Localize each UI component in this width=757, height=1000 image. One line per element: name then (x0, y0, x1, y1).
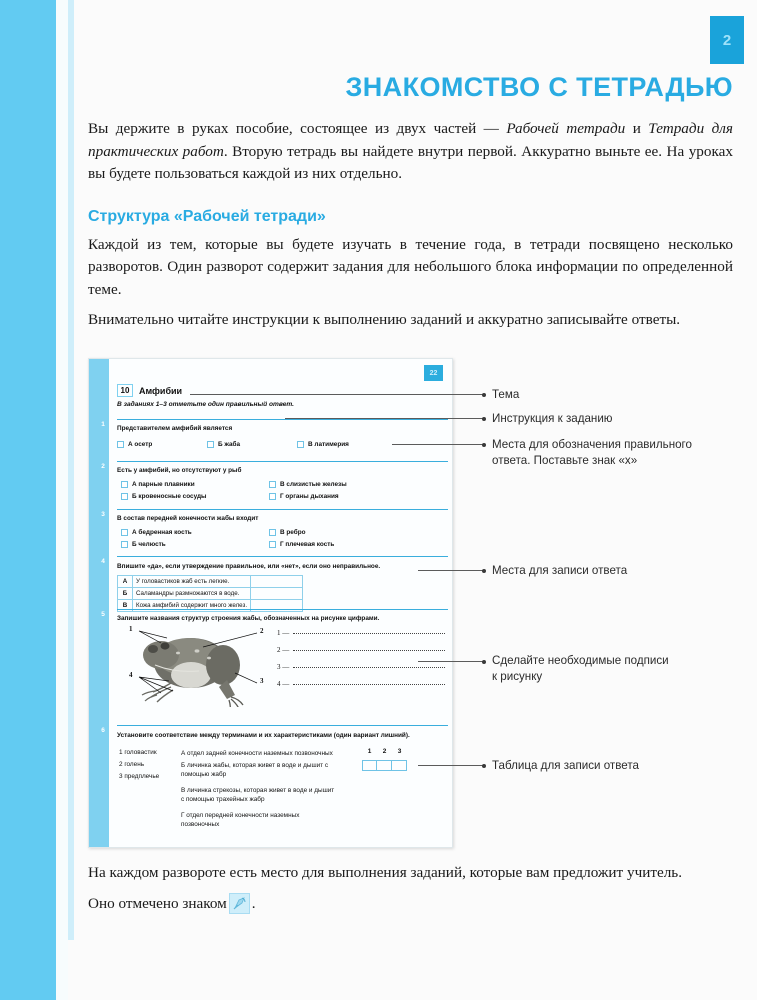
table-row[interactable] (118, 576, 303, 588)
row-statement: У головастиков жаб есть легкие. (133, 576, 251, 588)
preview-task-marker-3: 3 (101, 511, 105, 518)
leader-line-write-answer (418, 570, 485, 571)
pencil-mark-icon (229, 893, 250, 914)
leader-line-mark-answer (392, 444, 485, 445)
preview-option-1c[interactable] (297, 441, 349, 448)
callout-mark-answer (492, 437, 692, 468)
outro-text-a: Оно отмечено знаком (88, 894, 227, 912)
callout-mark-answer-line2: ответа. Поставьте знак «х» (492, 453, 638, 467)
frog-label-2: 2 (260, 627, 264, 635)
preview-option-2b[interactable] (121, 493, 207, 500)
outro-text-b: . (251, 894, 256, 912)
preview-task-marker-4: 4 (101, 558, 105, 565)
callout-figure-labels (492, 653, 669, 684)
checkbox-icon[interactable] (121, 529, 128, 536)
preview-question-1: Представителем амфибий является (117, 425, 233, 432)
page-number-badge: 2 (710, 16, 744, 64)
checkbox-icon[interactable] (121, 481, 128, 488)
preview-option-3a[interactable] (121, 529, 192, 536)
section-subtitle: Структура «Рабочей тетради» (88, 207, 326, 225)
frog-label-4: 4 (129, 671, 133, 679)
preview-question-3: В состав передней конечности жабы входит (117, 515, 259, 522)
answer-dotted-rule[interactable] (293, 650, 445, 651)
preview-option-label: Б жаба (218, 441, 241, 448)
preview-option-1b[interactable] (207, 441, 240, 448)
intro-emphasis-2: Тетради для практических работ (88, 120, 733, 160)
row-answer-cell[interactable] (251, 588, 303, 600)
answer-line-label: 1 — (277, 629, 290, 637)
preview-task-marker-2: 2 (101, 463, 105, 470)
preview-option-label: Б челюсть (132, 541, 166, 548)
preview-topic-number: 10 (117, 384, 133, 397)
intro-emphasis-1: Рабочей тетради (506, 120, 626, 137)
checkbox-icon[interactable] (121, 541, 128, 548)
outro-paragraph-1: На каждом развороте есть место для выполнения заданий, которые вам предложит учитель. (88, 864, 683, 881)
page-title: ЗНАКОМСТВО С ТЕТРАДЬЮ (345, 72, 733, 102)
preview-question-5: Запишите названия структур строения жабы, обозначенных на рисунке цифрами. (117, 615, 380, 622)
preview-rule-5 (117, 609, 448, 610)
intro-text-a: Вы держите в руках пособие, состоящее из двух частей — (88, 120, 507, 137)
preview-option-label: В латимерия (308, 441, 349, 448)
figure-answer-lines (277, 629, 445, 697)
intro-text-c: . Вторую тетрадь вы найдете внутри первой. Аккуратно выньте ее. На уроках вы будете пользоваться каждой из них отдельно. (88, 142, 733, 182)
section-paragraph-1: Каждой из тем, которые вы будете изучать в течение года, в тетради посвящено несколько разворотов. Один разворот содержит задания для небольшого блока информации по определенной теме. (88, 235, 733, 298)
answer-line[interactable] (277, 680, 445, 688)
preview-rule-2 (117, 461, 448, 462)
checkbox-icon[interactable] (207, 441, 214, 448)
preview-task-marker-1: 1 (101, 421, 105, 428)
callout-theme: Тема (492, 388, 520, 401)
leader-line-instruction (285, 418, 485, 419)
callout-figure-labels-line2: к рисунку (492, 669, 543, 683)
preview-body (109, 359, 453, 848)
answer-line[interactable] (277, 646, 445, 654)
preview-term-2: 2 голень (119, 761, 145, 768)
preview-characteristic-a: А отдел задней конечности наземных позвоночных (181, 750, 333, 757)
preview-option-label: В ребро (280, 529, 306, 536)
preview-option-label: А бедренная кость (132, 529, 192, 536)
preview-characteristic-b: Б личинка жабы, которая живет в воде и дышит с помощью жабр (181, 762, 329, 779)
checkbox-icon[interactable] (269, 541, 276, 548)
preview-option-2c[interactable] (269, 481, 347, 488)
preview-option-1a[interactable] (117, 441, 152, 448)
answer-grid-cell-2[interactable] (377, 760, 392, 771)
preview-question-4: Впишите «да», если утверждение правильное, или «нет», если оно неправильное. (117, 563, 381, 570)
row-statement: Саламандры размножаются в воде. (133, 588, 251, 600)
intro-paragraph (88, 118, 745, 186)
preview-option-2d[interactable] (269, 493, 339, 500)
checkbox-icon[interactable] (269, 481, 276, 488)
preview-answer-grid-header (362, 748, 407, 755)
answer-dotted-rule[interactable] (293, 633, 445, 634)
answer-line-label: 4 — (277, 680, 290, 688)
grid-header-3: 3 (397, 748, 402, 755)
preview-rule-3 (117, 509, 448, 510)
answer-line[interactable] (277, 663, 445, 671)
workbook-preview-page (88, 358, 453, 848)
row-key: В (118, 600, 133, 612)
preview-term-1: 1 головастик (119, 749, 157, 756)
callout-mark-answer-line1: Места для обозначения правильного (492, 438, 692, 451)
preview-task-marker-6: 6 (101, 727, 105, 734)
answer-line-label: 3 — (277, 663, 290, 671)
callout-figure-labels-line1: Сделайте необходимые подписи (492, 654, 669, 667)
answer-line[interactable] (277, 629, 445, 637)
checkbox-icon[interactable] (269, 529, 276, 536)
leader-line-figure-labels (418, 661, 485, 662)
checkbox-icon[interactable] (121, 493, 128, 500)
checkbox-icon[interactable] (297, 441, 304, 448)
preview-truefalse-table[interactable] (117, 575, 303, 612)
preview-option-3d[interactable] (269, 541, 334, 548)
outro-paragraph-2 (88, 893, 733, 916)
preview-option-2a[interactable] (121, 481, 195, 488)
answer-dotted-rule[interactable] (293, 684, 445, 685)
preview-question-2: Есть у амфибий, но отсутствуют у рыб (117, 467, 242, 474)
preview-rule-4 (117, 556, 448, 557)
preview-rule-6 (117, 725, 448, 726)
callout-write-answer: Места для записи ответа (492, 564, 628, 577)
preview-spine (89, 359, 109, 848)
leader-line-answer-table (418, 765, 485, 766)
preview-topic-header (117, 384, 182, 397)
preview-option-3c[interactable] (269, 529, 306, 536)
grid-header-1: 1 (367, 748, 372, 755)
answer-line-label: 2 — (277, 646, 290, 654)
answer-grid-cell-3[interactable] (392, 760, 407, 771)
section-paragraph-2: Внимательно читайте инструкции к выполнению заданий и аккуратно записывайте ответы. (88, 311, 681, 328)
preview-question-6: Установите соответствие между терминами и их характеристиками (один вариант лишний). (117, 732, 410, 739)
preview-option-label: Б кровеносные сосуды (132, 493, 207, 500)
answer-dotted-rule[interactable] (293, 667, 445, 668)
leader-line-theme (190, 394, 485, 395)
preview-option-label: Г органы дыхания (280, 493, 339, 500)
preview-option-3b[interactable] (121, 541, 166, 548)
preview-task-marker-5: 5 (101, 611, 105, 618)
preview-option-label: А парные плавники (132, 481, 195, 488)
frog-figure-area (117, 621, 446, 709)
preview-term-3: 3 предплечье (119, 773, 160, 780)
left-spine-gap (56, 0, 68, 1000)
row-key: Б (118, 588, 133, 600)
preview-characteristic-c: В личинка стрекозы, которая живет в воде и дышит с помощью трахейных жабр (181, 787, 335, 804)
left-spine-inner-bar (68, 0, 74, 940)
left-spine-bar (0, 0, 56, 1000)
row-statement: Кожа амфибий содержит много желез. (133, 600, 251, 612)
intro-text-b: и (625, 120, 649, 137)
row-key: А (118, 576, 133, 588)
preview-page-badge: 22 (424, 365, 443, 381)
preview-rule-1 (117, 419, 448, 420)
preview-option-label: А осетр (128, 441, 153, 448)
preview-topic-title: Амфибии (139, 385, 183, 396)
preview-characteristic-d: Г отдел передней конечности наземных позвоночных (181, 812, 300, 829)
checkbox-icon[interactable] (269, 493, 276, 500)
callout-answer-table: Таблица для записи ответа (492, 759, 639, 772)
checkbox-icon[interactable] (117, 441, 124, 448)
outro-block (88, 862, 745, 915)
preview-instruction: В заданиях 1–3 отметьте один правильный ответ. (117, 401, 294, 408)
frog-label-3: 3 (260, 677, 264, 685)
table-row[interactable] (118, 588, 303, 600)
grid-header-2: 2 (382, 748, 387, 755)
preview-option-label: Г плечевая кость (280, 541, 335, 548)
frog-leader-lines (117, 621, 277, 703)
preview-answer-grid[interactable] (362, 760, 407, 771)
callout-instruction: Инструкция к заданию (492, 412, 613, 425)
answer-grid-cell-1[interactable] (362, 760, 377, 771)
row-answer-cell[interactable] (251, 576, 303, 588)
preview-option-label: В слизистые железы (280, 481, 347, 488)
frog-label-1: 1 (129, 625, 133, 633)
workbook-preview (88, 358, 453, 848)
